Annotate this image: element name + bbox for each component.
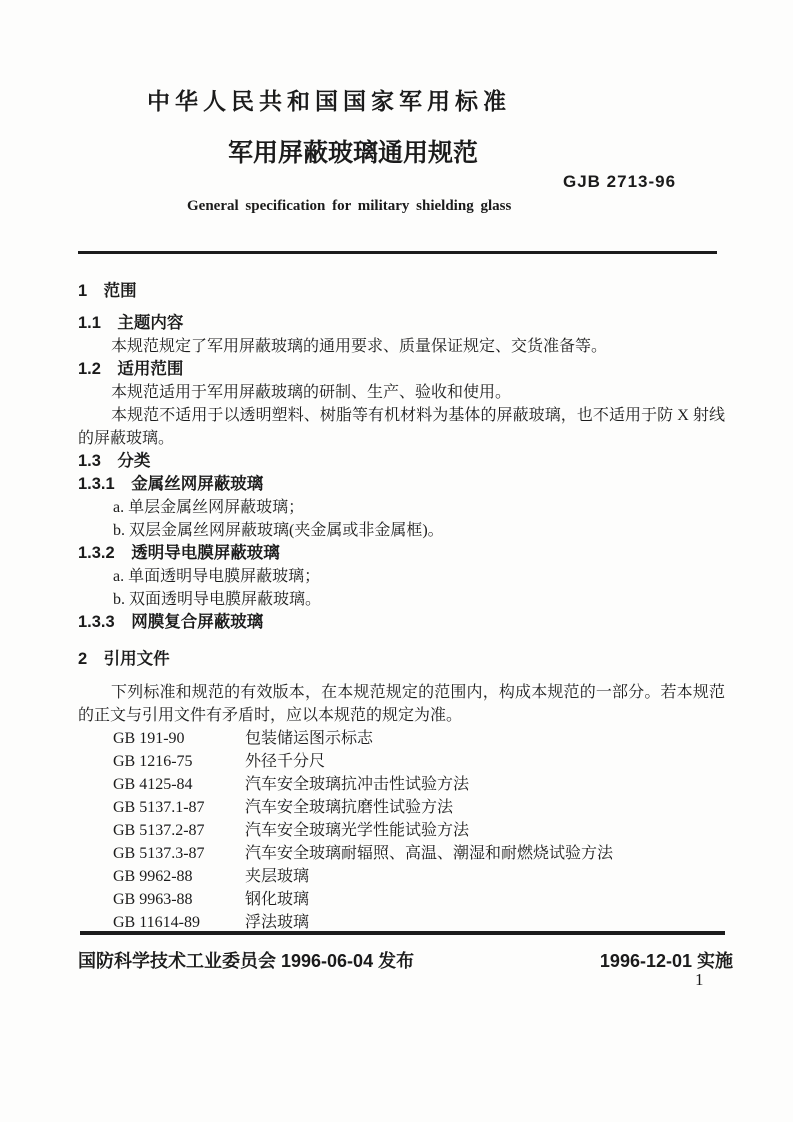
page-number: 1 [695, 970, 704, 989]
reference-title: 汽车安全玻璃抗磨性试验方法 [245, 799, 454, 816]
footer-divider-rule [80, 931, 725, 935]
reference-code: GB 9962-88 [113, 868, 193, 885]
reference-row [78, 888, 725, 911]
list-item: a. 单面透明导电膜屏蔽玻璃； [113, 568, 321, 585]
reference-code: GB 11614-89 [113, 914, 200, 931]
reference-title: 汽车安全玻璃耐辐照、高温、潮湿和耐燃烧试验方法 [245, 845, 614, 862]
reference-row [78, 796, 725, 819]
paragraph: 本规范不适用于以透明塑料、树脂等有机材料为基体的屏蔽玻璃，也不适用于防 X 射线的屏蔽玻璃。 [78, 407, 725, 447]
reference-code: GB 5137.2-87 [113, 822, 205, 839]
reference-title: 钢化玻璃 [245, 891, 310, 908]
subsection-heading: 1.3.2 透明导电膜屏蔽玻璃 [78, 544, 280, 562]
section-heading: 2 引用文件 [78, 650, 170, 668]
subsection-heading: 1.3.3 网膜复合屏蔽玻璃 [78, 613, 264, 631]
reference-row [78, 750, 725, 773]
reference-title: 浮法玻璃 [245, 914, 310, 931]
header-divider-rule [78, 251, 717, 254]
effective-date-line: 1996-12-01 实施 [599, 951, 733, 971]
reference-title: 包装储运图示标志 [245, 730, 374, 747]
document-body [78, 280, 725, 934]
reference-row [78, 842, 725, 865]
paragraph: 下列标准和规范的有效版本，在本规范规定的范围内，构成本规范的一部分。若本规范的正文与引用文件有矛盾时，应以本规范的规定为准。 [78, 684, 725, 724]
paragraph: 本规范规定了军用屏蔽玻璃的通用要求、质量保证规定、交货准备等。 [111, 338, 608, 355]
subsection-heading: 1.3 分类 [78, 452, 151, 470]
document-title-en: General specification for military shielding glass [187, 198, 512, 214]
reference-code: GB 1216-75 [113, 753, 193, 770]
standard-type-heading: 中华人民共和国国家军用标准 [147, 88, 511, 114]
paragraph: 本规范适用于军用屏蔽玻璃的研制、生产、验收和使用。 [111, 384, 512, 401]
reference-row [78, 773, 725, 796]
reference-code: GB 5137.1-87 [113, 799, 205, 816]
section-heading: 1 范围 [78, 282, 137, 300]
document-title-cn: 军用屏蔽玻璃通用规范 [228, 139, 479, 167]
reference-title: 汽车安全玻璃抗冲击性试验方法 [245, 776, 470, 793]
list-item: b. 双面透明导电膜屏蔽玻璃。 [113, 591, 322, 608]
reference-row [78, 819, 725, 842]
reference-code: GB 191-90 [113, 730, 185, 747]
reference-row [78, 727, 725, 750]
reference-row [78, 865, 725, 888]
reference-title: 汽车安全玻璃光学性能试验方法 [245, 822, 470, 839]
reference-code: GB 9963-88 [113, 891, 193, 908]
subsection-heading: 1.2 适用范围 [78, 360, 184, 378]
issued-by-line: 国防科学技术工业委员会 1996-06-04 发布 [78, 951, 415, 971]
subsection-heading: 1.3.1 金属丝网屏蔽玻璃 [78, 475, 264, 493]
subsection-heading: 1.1 主题内容 [78, 314, 184, 332]
standard-number: GJB 2713-96 [563, 172, 677, 191]
reference-title: 外径千分尺 [245, 753, 326, 770]
list-item: b. 双层金属丝网屏蔽玻璃(夹金属或非金属框)。 [113, 522, 444, 539]
reference-title: 夹层玻璃 [245, 868, 310, 885]
list-item: a. 单层金属丝网屏蔽玻璃； [113, 499, 305, 516]
reference-code: GB 4125-84 [113, 776, 193, 793]
reference-code: GB 5137.3-87 [113, 845, 205, 862]
